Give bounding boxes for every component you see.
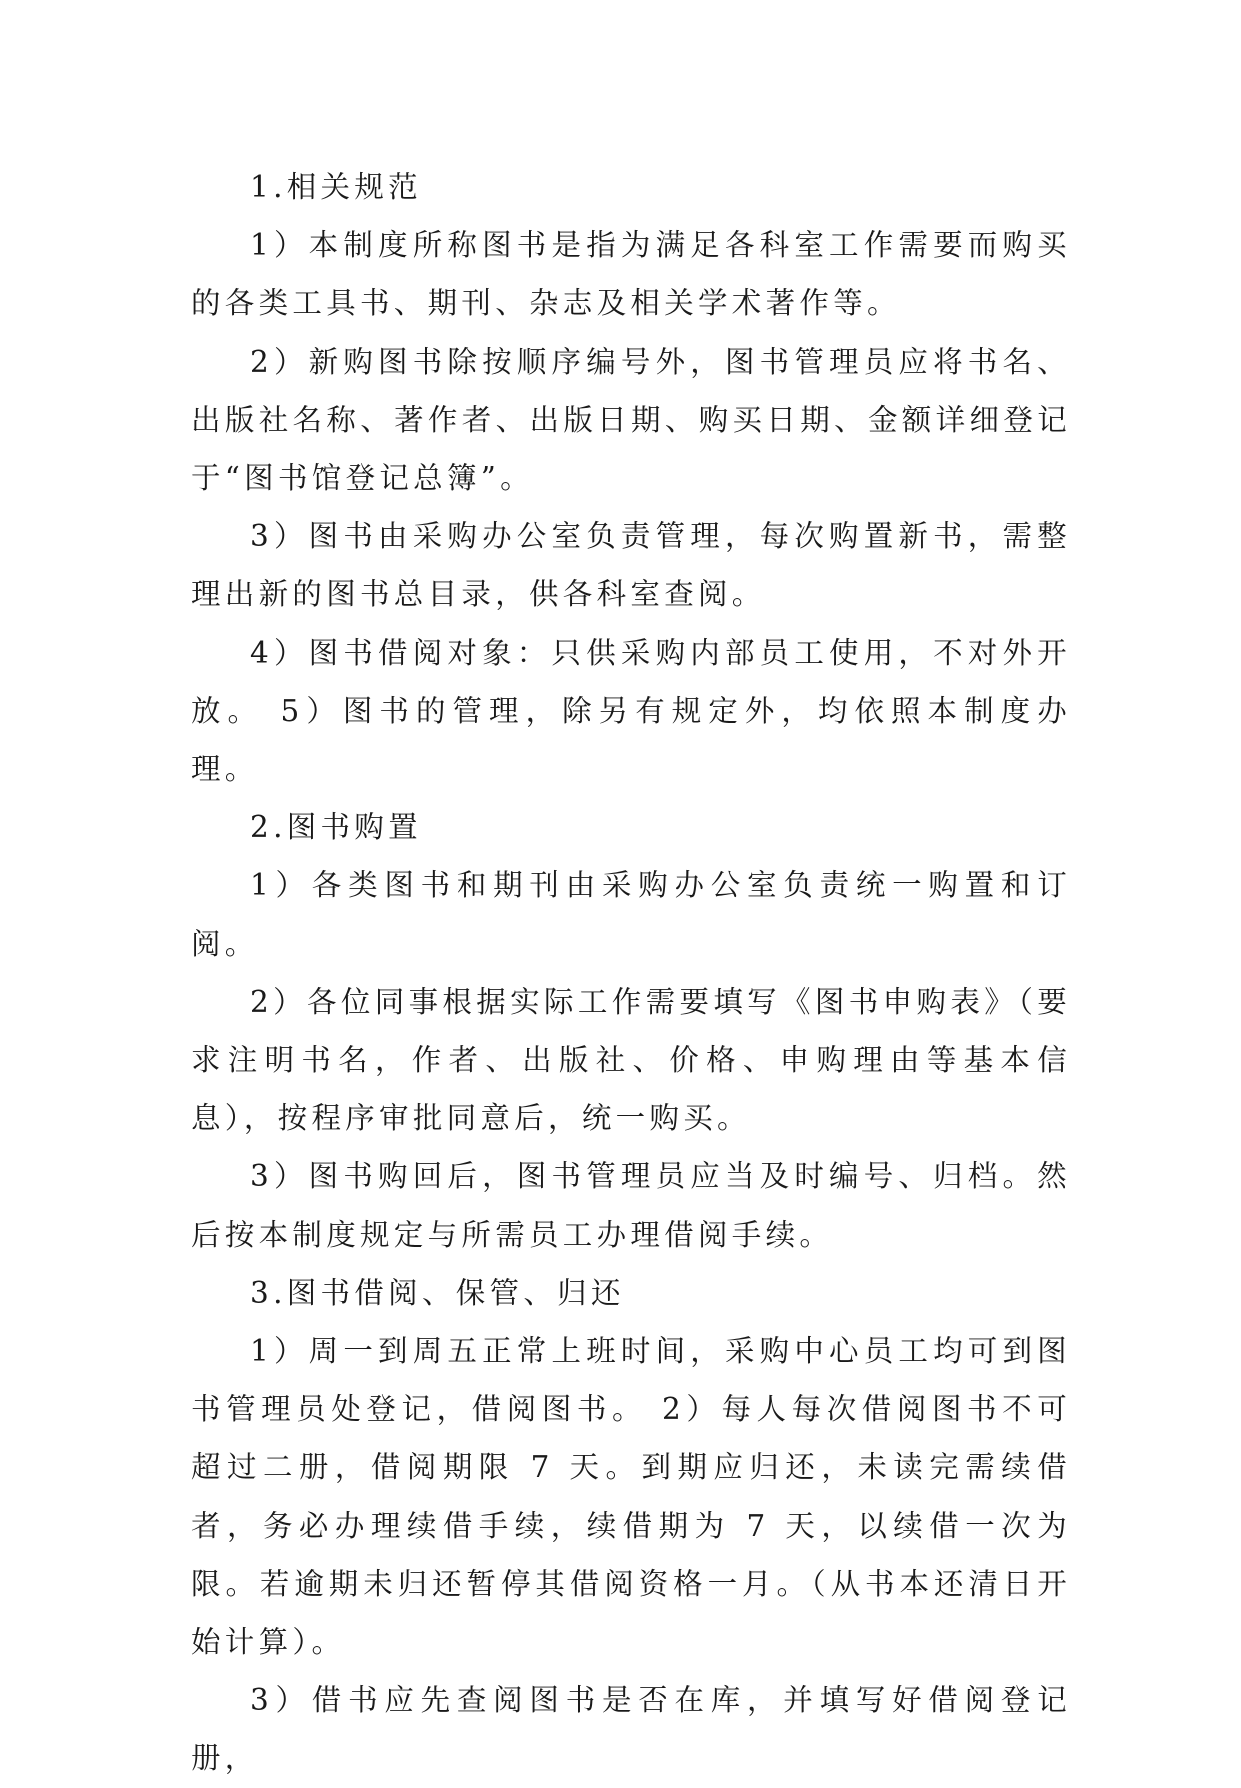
paragraph: 4）图书借阅对象：只供采购内部员工使用，不对外开放。 5）图书的管理，除另有规定外，均依照本制度办理。: [191, 635, 1071, 787]
paragraph: 1）各类图书和期刊由采购办公室负责统一购置和订阅。: [191, 868, 1071, 961]
paragraph: 2）新购图书除按顺序编号外，图书管理员应将书名、出版社名称、著作者、出版日期、购买日期、金额详细登记于“图书馆登记总簿”。: [191, 344, 1071, 496]
document-body: [191, 158, 1071, 1788]
section-heading-2: 2.图书购置: [250, 810, 422, 845]
paragraph: 1）周一到周五正常上班时间，采购中心员工均可到图书管理员处登记，借阅图书。 2）每人每次借阅图书不可超过二册，借阅期限 7 天。到期应归还，未读完需续借者，务必办理续借手续，续借期为 7 天，以续借一次为限。若逾期未归还暂停其借阅资格一月。（从书本还清日开始计算）。: [191, 1334, 1071, 1660]
section-heading-3: 3.图书借阅、保管、归还: [250, 1275, 625, 1310]
paragraph: 1）本制度所称图书是指为满足各科室工作需要而购买的各类工具书、期刊、杂志及相关学术著作等。: [191, 228, 1071, 321]
section-heading-1: 1.相关规范: [250, 170, 422, 204]
paragraph: 2）各位同事根据实际工作需要填写《图书申购表》（要求注明书名，作者、出版社、价格、申购理由等基本信息），按程序审批同意后，统一购买。: [191, 984, 1071, 1136]
paragraph: 3）图书由采购办公室负责管理，每次购置新书，需整理出新的图书总目录，供各科室查阅。: [191, 519, 1071, 612]
paragraph: 3）图书购回后，图书管理员应当及时编号、归档。然后按本制度规定与所需员工办理借阅手续。: [191, 1159, 1071, 1252]
paragraph: 3）借书应先查阅图书是否在库，并填写好借阅登记册，: [191, 1683, 1071, 1776]
